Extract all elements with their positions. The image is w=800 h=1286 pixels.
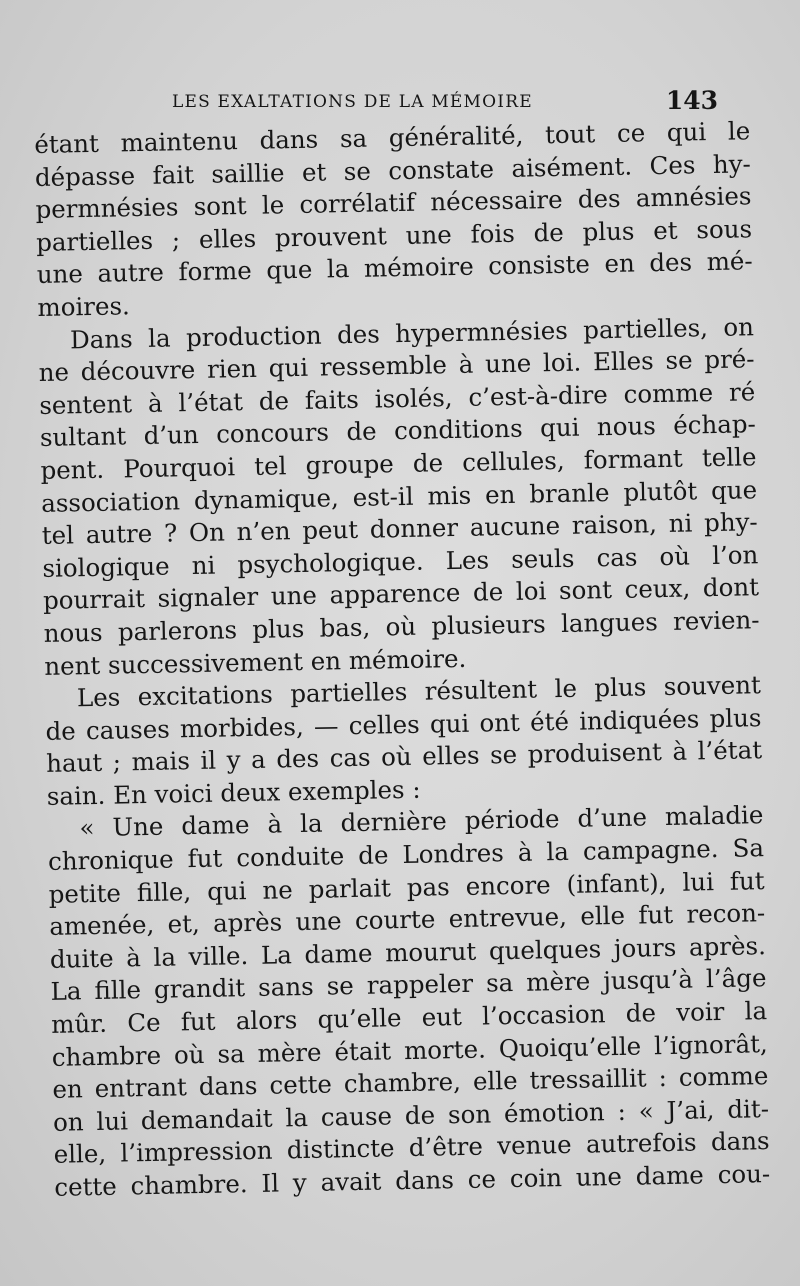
text-line: une autre forme que la mémoire consiste en des mé- — [36, 246, 753, 290]
running-title: LES EXALTATIONS DE LA MÉMOIRE — [172, 92, 533, 112]
body-text — [34, 115, 771, 1204]
text-line: partielles ; elles prouvent une fois de plus et sous — [35, 214, 753, 257]
text-line: dépasse fait saillie et se constate aisément. Ces hy- — [34, 148, 752, 192]
text-line: Les excitations partielles résultent le plus souvent — [76, 670, 762, 713]
text-line: pourrait signaler une apparence de loi sont ceux, dont — [42, 572, 760, 616]
text-line: amenée, et, après une courte entrevue, elle fut recon- — [49, 898, 766, 942]
text-line: chronique fut conduite de Londres à la campagne. Sa — [47, 833, 765, 876]
text-line: nous parlerons plus bas, où plusieurs langues revien- — [43, 605, 760, 648]
text-line: en entrant dans cette chambre, elle tressaillit : comme — [52, 1061, 769, 1105]
text-line: permnésies sont le corrélatif nécessaire des amnésies — [35, 181, 752, 225]
text-line: mûr. Ce fut alors qu’elle eut l’occasion de voir la — [50, 996, 768, 1039]
text-line: pent. Pourquoi tel groupe de cellules, formant telle — [40, 442, 757, 485]
text-line: ne découvre rien qui ressemble à une loi. Elles se pré- — [38, 344, 755, 388]
text-line: de causes morbides, — celles qui ont été indiquées plus — [45, 702, 762, 746]
text-line: étant maintenu dans sa généralité, tout ce qui le — [34, 116, 751, 159]
text-line: on lui demandait la cause de son émotion : « J’ai, dit- — [52, 1093, 770, 1137]
text-line: cette chambre. Il y avait dans ce coin une dame cou- — [54, 1159, 771, 1202]
text-line: « Une dame à la dernière période d’une maladie — [79, 800, 764, 843]
text-line: association dynamique, est-il mis en branle plutôt que — [40, 474, 758, 518]
text-line: sentent à l’état de faits isolés, c’est-à-dire comme ré — [39, 376, 756, 420]
text-line: moires. — [37, 291, 131, 322]
text-line: petite fille, qui ne parlait pas encore (infant), lui fut — [48, 865, 765, 909]
page-number: 143 — [665, 86, 718, 115]
text-line: La fille grandit sans se rappeler sa mère jusqu’à l’âge — [50, 963, 767, 1007]
text-line: nent successivement en mémoire. — [44, 643, 467, 681]
text-line: Dans la production des hypermnésies partielles, on — [69, 311, 755, 354]
text-line: elle, l’impression distincte d’être venue autrefois dans — [53, 1126, 770, 1170]
text-line: sultant d’un concours de conditions qui nous échap- — [39, 409, 757, 453]
text-line: tel autre ? On n’en peut donner aucune raison, ni phy- — [41, 507, 758, 551]
text-line: duite à la ville. La dame mourut quelques jours après. — [49, 930, 767, 974]
text-line: siologique ni psychologique. Les seuls cas où l’on — [42, 539, 759, 583]
text-line: haut ; mais il y a des cas où elles se produisent à l’état — [45, 735, 763, 779]
text-line: chambre où sa mère était morte. Quoiqu’elle l’ignorât, — [51, 1028, 768, 1072]
text-line: sain. En voici deux exemples : — [46, 774, 421, 811]
